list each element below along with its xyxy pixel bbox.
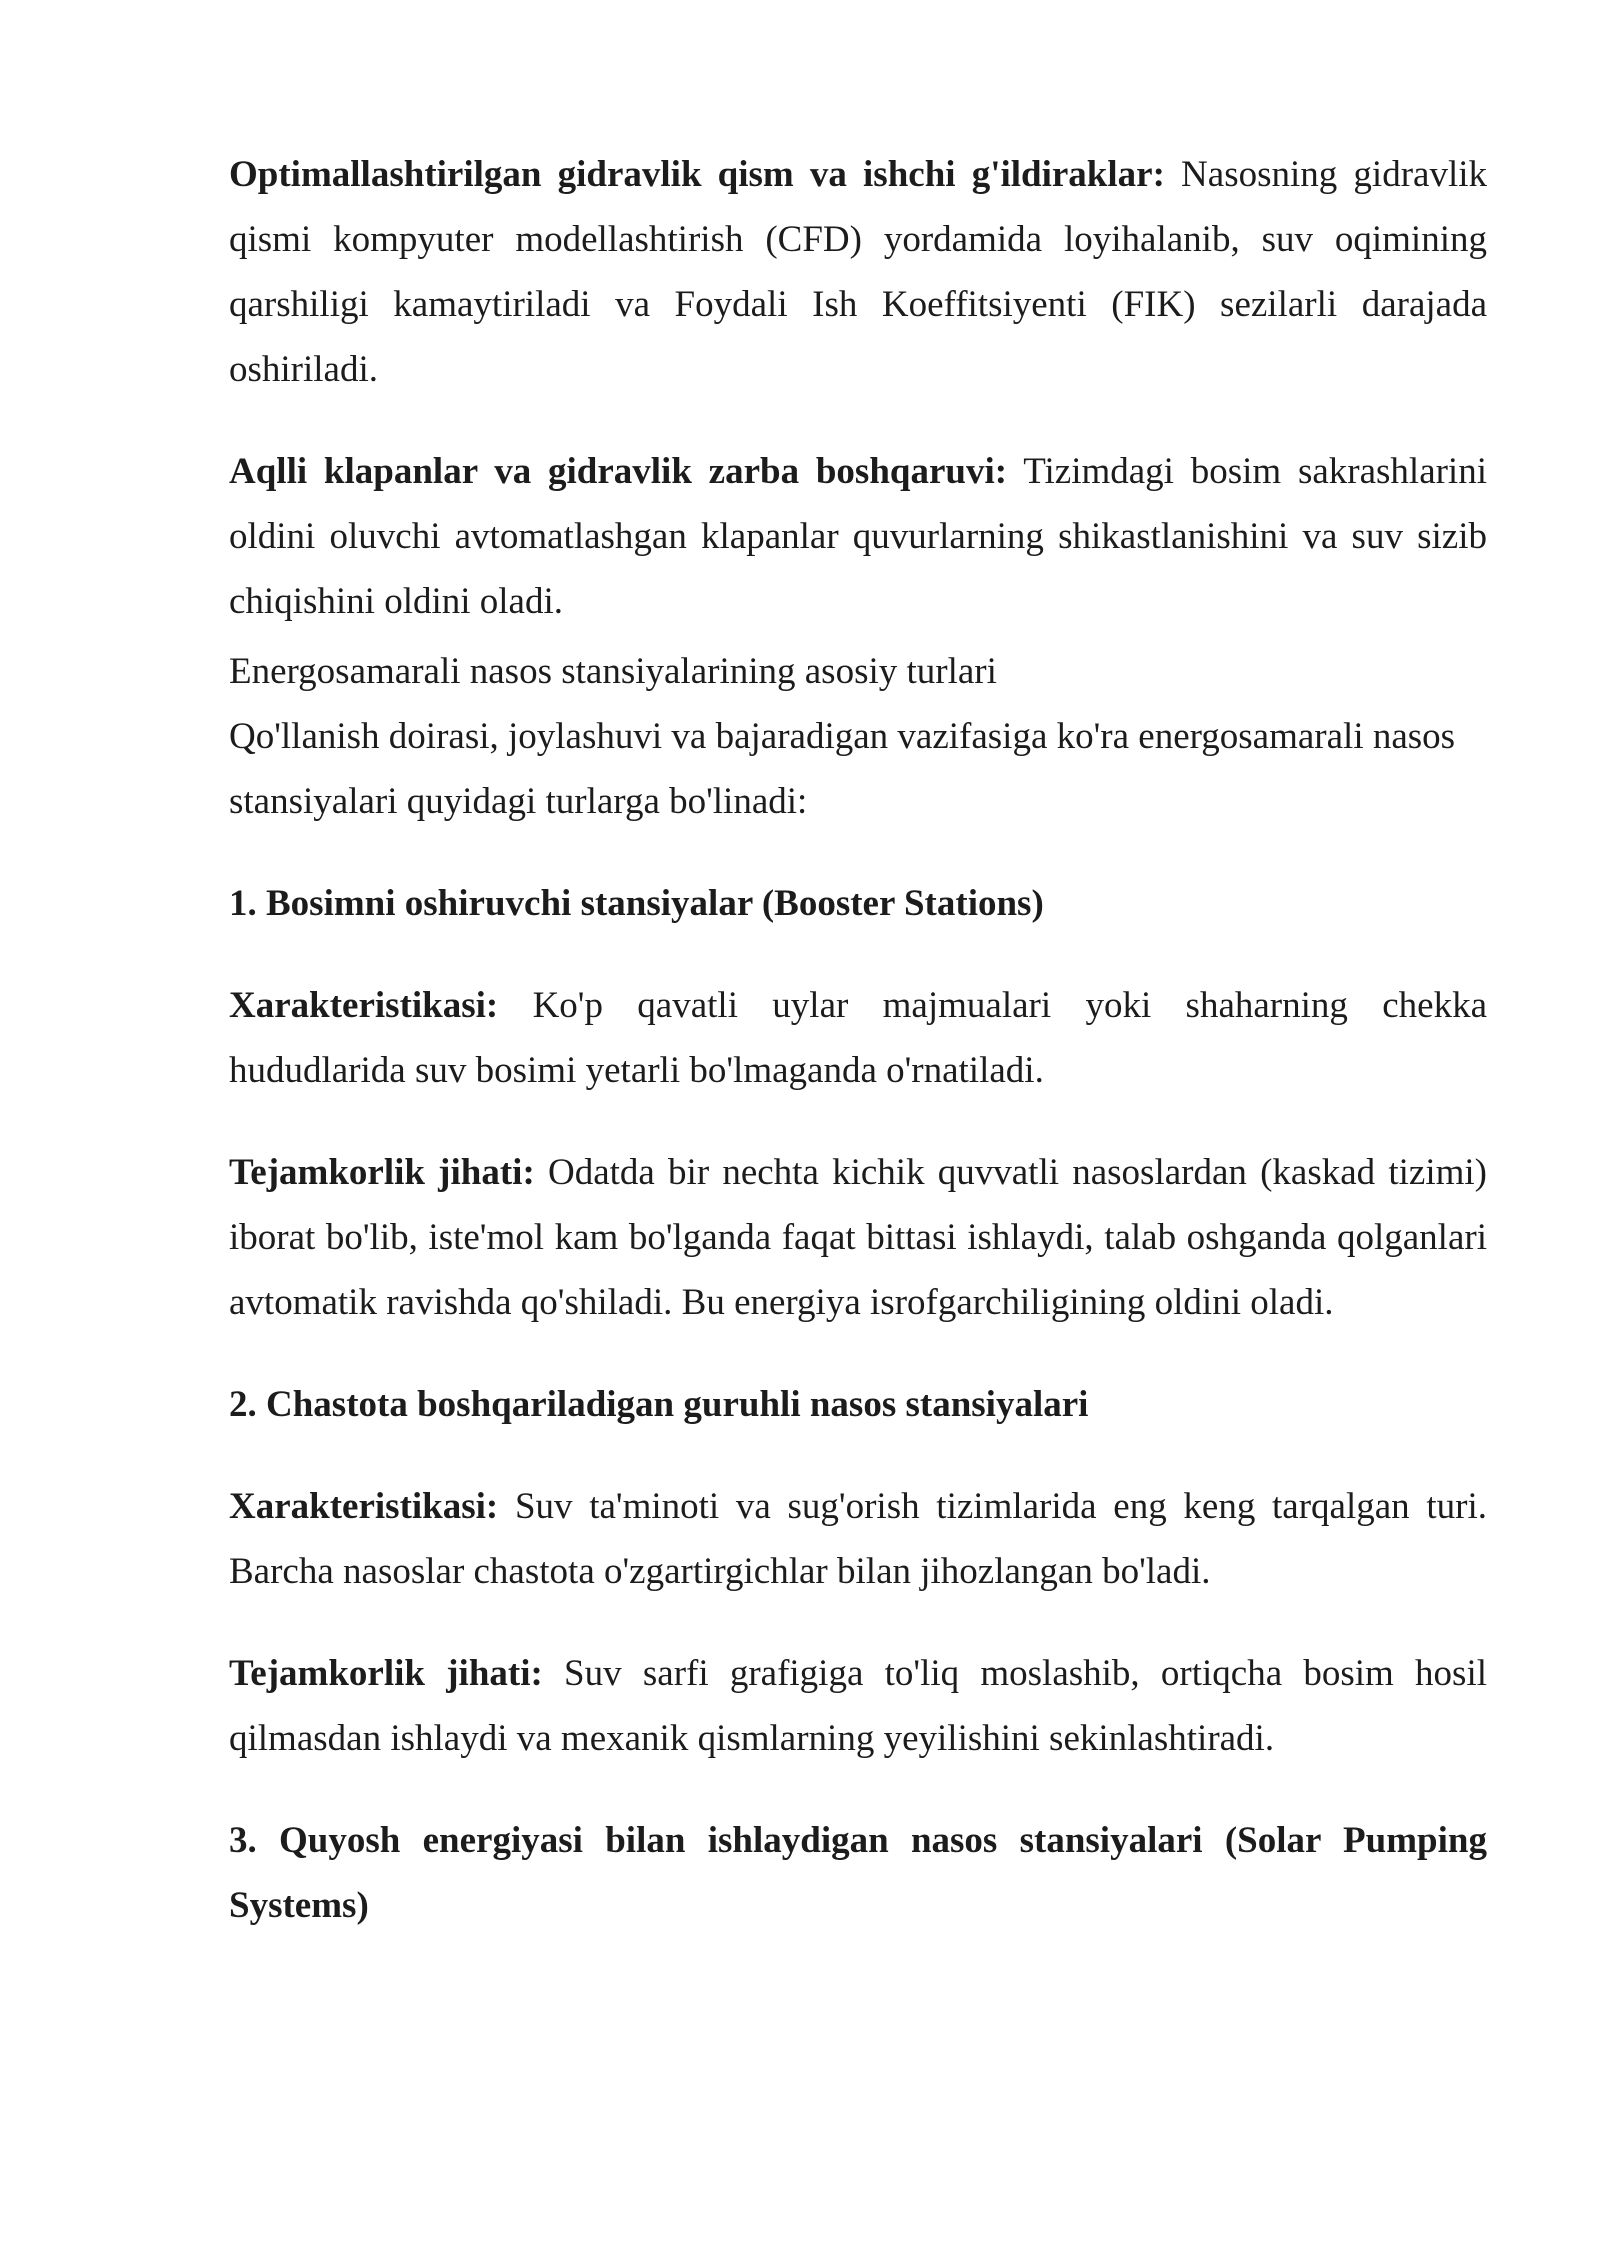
paragraph-smart-valves [229,439,1487,634]
heading-booster-stations [229,871,1487,936]
paragraph-title: Xarakteristikasi: [229,985,499,1026]
paragraph-title: Tejamkorlik jihati: [229,1653,543,1694]
heading-solar-pumping [229,1808,1487,1938]
section-title-station-types: Energosamarali nasos stansiyalarining asosiy turlari [229,651,997,692]
paragraph-frequency-characteristics [229,1474,1487,1604]
heading-text: 1. Bosimni oshiruvchi stansiyalar (Booster Stations) [229,883,1044,924]
paragraph-text: Ko'p qavatli uylar majmualari yoki shaharning chekka hududlarida suv bosimi yetarli bo'lmaganda o'rnatiladi. [229,985,1487,1091]
paragraph-text: Nasosning gidravlik qismi kompyuter modellashtirish (CFD) yordamida loyihalanib, suv oqimining qarshiligi kamaytiriladi va Foydali Ish Koeffitsiyenti (FIK) sezilarli darajada oshiriladi. [229,154,1487,390]
document-page [229,142,1487,1938]
paragraph-text: Tizimdagi bosim sakrashlarini oldini oluvchi avtomatlashgan klapanlar quvurlarning shikastlanishini va suv sizib chiqishini oldini oladi. [229,451,1487,622]
paragraph-booster-characteristics [229,973,1487,1103]
paragraph-optimized-hydraulics [229,142,1487,402]
paragraph-booster-savings [229,1140,1487,1335]
paragraph-title: Optimallashtirilgan gidravlik qism va ishchi g'ildiraklar: [229,154,1165,195]
heading-frequency-controlled [229,1372,1487,1437]
paragraph-classification: Qo'llanish doirasi, joylashuvi va bajaradigan vazifasiga ko'ra energosamarali nasos stansiyalari quyidagi turlarga bo'linadi: [229,716,1456,822]
heading-text: 3. Quyosh energiyasi bilan ishlaydigan nasos stansiyalari (Solar Pumping Systems) [229,1820,1487,1926]
paragraph-title: Xarakteristikasi: [229,1486,499,1527]
paragraph-text: Suv ta'minoti va sug'orish tizimlarida eng keng tarqalgan turi. Barcha nasoslar chastota o'zgartirgichlar bilan jihozlangan bo'ladi. [229,1486,1487,1592]
paragraph-text: Odatda bir nechta kichik quvvatli nasoslardan (kaskad tizimi) iborat bo'lib, iste'mol kam bo'lganda faqat bittasi ishlaydi, talab oshganda qolganlari avtomatik ravishda qo'shiladi. Bu energiya isrofgarchiligining oldini oladi. [229,1152,1487,1323]
paragraph-title: Tejamkorlik jihati: [229,1152,535,1193]
paragraph-title: Aqlli klapanlar va gidravlik zarba boshqaruvi: [229,451,1008,492]
heading-text: 2. Chastota boshqariladigan guruhli nasos stansiyalari [229,1384,1089,1425]
paragraph-frequency-savings [229,1641,1487,1771]
paragraph-text: Suv sarfi grafigiga to'liq moslashib, ortiqcha bosim hosil qilmasdan ishlaydi va mexanik qismlarning yeyilishini sekinlashtiradi. [229,1653,1488,1759]
